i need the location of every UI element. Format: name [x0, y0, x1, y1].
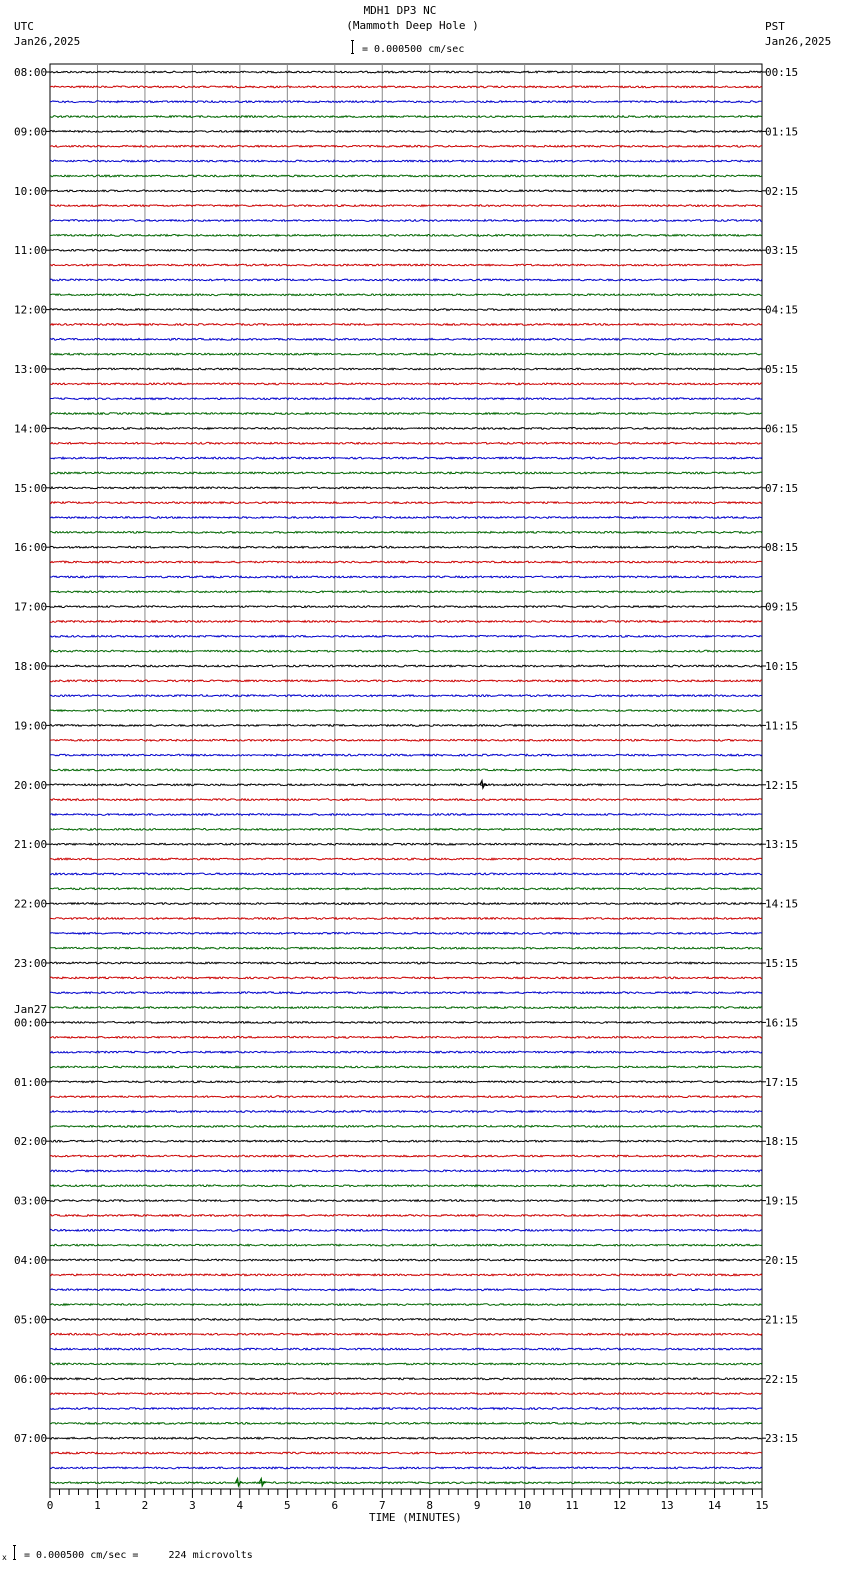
seismic-trace	[50, 873, 762, 875]
seismic-trace	[50, 1066, 762, 1068]
seismic-trace	[50, 1437, 762, 1439]
seismic-trace	[50, 695, 762, 697]
x-tick-label: 12	[612, 1499, 627, 1512]
seismic-trace	[50, 249, 762, 251]
pst-hour-label: 17:15	[765, 1075, 799, 1089]
seismic-trace	[50, 338, 762, 340]
seismic-trace	[50, 1467, 762, 1469]
pst-hour-label: 13:15	[765, 838, 799, 852]
seismic-trace	[50, 71, 762, 73]
seismic-trace	[50, 680, 762, 682]
utc-hour-label: 21:00	[14, 838, 48, 852]
seismic-trace	[50, 383, 762, 385]
seismic-trace	[50, 1200, 762, 1202]
seismic-trace	[50, 1126, 762, 1128]
utc-date: Jan26,2025	[14, 35, 81, 48]
seismic-trace	[50, 621, 762, 623]
seismic-trace	[50, 650, 762, 652]
seismic-trace	[50, 160, 762, 162]
scale-label: = 0.000500 cm/sec	[362, 44, 465, 55]
seismic-trace	[50, 814, 762, 816]
seismic-trace	[50, 309, 762, 311]
seismic-trace	[50, 799, 762, 801]
utc-hour-label: 01:00	[14, 1075, 48, 1089]
utc-hour-label: 19:00	[14, 719, 48, 733]
pst-hour-label: 14:15	[765, 897, 799, 911]
pst-hour-label: 11:15	[765, 719, 799, 733]
footer-scale-label: = 0.000500 cm/sec = 224 microvolts	[24, 1550, 253, 1561]
pst-label: PST	[765, 20, 785, 33]
seismic-trace	[50, 1423, 762, 1425]
x-tick-label: 4	[236, 1499, 244, 1512]
x-tick-label: 7	[378, 1499, 386, 1512]
pst-hour-label: 08:15	[765, 541, 799, 555]
seismic-trace	[50, 472, 762, 474]
seismic-trace	[50, 324, 762, 326]
x-tick-label: 0	[46, 1499, 54, 1512]
pst-hour-label: 01:15	[765, 125, 799, 139]
seismic-trace	[50, 784, 762, 786]
seismic-trace	[50, 992, 762, 994]
utc-hour-label: 17:00	[14, 600, 48, 614]
seismic-trace	[50, 502, 762, 504]
seismic-trace	[50, 947, 762, 949]
seismic-trace	[50, 606, 762, 608]
utc-hour-label: 05:00	[14, 1313, 48, 1327]
seismic-trace	[50, 116, 762, 118]
pst-hour-label: 18:15	[765, 1135, 799, 1149]
seismic-trace	[50, 1036, 762, 1038]
x-axis-label: TIME (MINUTES)	[369, 1511, 462, 1524]
seismic-trace	[50, 1096, 762, 1098]
pst-hour-label: 19:15	[765, 1194, 799, 1208]
x-tick-label: 14	[707, 1499, 722, 1512]
seismic-trace	[50, 739, 762, 741]
seismic-trace	[50, 1274, 762, 1276]
seismic-trace	[50, 101, 762, 103]
seismic-trace	[50, 398, 762, 400]
x-tick-label: 6	[331, 1499, 339, 1512]
seismic-trace	[50, 710, 762, 712]
seismic-trace	[50, 1319, 762, 1321]
pst-hour-label: 21:15	[765, 1313, 799, 1327]
x-tick-label: 11	[565, 1499, 579, 1512]
utc-hour-label: 20:00	[14, 778, 48, 792]
seismic-trace	[50, 1408, 762, 1410]
seismic-trace	[50, 1259, 762, 1261]
utc-hour-label: 22:00	[14, 897, 48, 911]
seismic-trace	[50, 1348, 762, 1350]
seismic-trace	[50, 665, 762, 667]
seismic-trace	[50, 888, 762, 890]
utc-hour-label: 09:00	[14, 125, 48, 139]
seismic-trace	[50, 561, 762, 563]
pst-hour-label: 16:15	[765, 1016, 799, 1030]
seismic-trace	[50, 428, 762, 430]
seismic-trace	[50, 457, 762, 459]
utc-hour-label: 15:00	[14, 481, 48, 495]
pst-hour-label: 02:15	[765, 184, 799, 198]
pst-hour-label: 07:15	[765, 481, 799, 495]
utc-hour-label: 12:00	[14, 303, 48, 317]
station-title: MDH1 DP3 NC	[363, 4, 437, 17]
seismic-trace	[50, 264, 762, 266]
seismic-trace	[50, 279, 762, 281]
seismic-trace	[50, 918, 762, 920]
x-tick-label: 1	[94, 1499, 101, 1512]
pst-hour-label: 03:15	[765, 244, 799, 258]
seismic-trace	[50, 1081, 762, 1083]
station-location: (Mammoth Deep Hole )	[346, 19, 479, 32]
utc-hour-label: 07:00	[14, 1432, 48, 1446]
utc-hour-label: 00:00	[14, 1016, 48, 1030]
seismic-trace	[50, 977, 762, 979]
utc-hour-label: 08:00	[14, 66, 48, 79]
x-tick-label: 10	[518, 1499, 532, 1512]
seismic-trace	[50, 769, 762, 771]
utc-hour-label: 03:00	[14, 1194, 48, 1208]
x-tick-label: 5	[284, 1499, 291, 1512]
seismic-trace	[50, 1393, 762, 1395]
seismic-trace	[50, 1452, 762, 1454]
seismic-trace	[50, 1363, 762, 1365]
seismic-trace	[50, 86, 762, 88]
utc-hour-label: 06:00	[14, 1372, 48, 1386]
utc-hour-label: 11:00	[14, 244, 48, 258]
seismic-trace	[50, 1170, 762, 1172]
seismic-trace	[50, 353, 762, 355]
pst-hour-label: 15:15	[765, 957, 799, 970]
pst-hour-label: 09:15	[765, 600, 799, 614]
seismic-trace	[50, 1482, 762, 1484]
seismic-trace	[50, 1140, 762, 1142]
seismic-trace	[50, 131, 762, 133]
footer-scale-bar-icon	[13, 1545, 16, 1560]
seismic-trace	[50, 145, 762, 147]
seismic-trace	[50, 442, 762, 444]
pst-hour-label: 22:15	[765, 1372, 799, 1386]
x-tick-label: 3	[189, 1499, 196, 1512]
utc-hour-label: 18:00	[14, 660, 48, 673]
pst-hour-label: 05:15	[765, 363, 799, 376]
utc-hour-label: 16:00	[14, 541, 48, 555]
utc-hour-label: 10:00	[14, 184, 48, 198]
utc-hour-label: 13:00	[14, 363, 48, 376]
pst-date: Jan26,2025	[765, 35, 832, 48]
seismic-trace	[50, 1289, 762, 1291]
seismic-trace	[50, 1304, 762, 1306]
seismic-trace	[50, 413, 762, 415]
seismic-trace	[50, 1007, 762, 1009]
seismic-trace	[50, 190, 762, 192]
seismic-trace	[50, 487, 762, 489]
seismic-trace	[50, 220, 762, 222]
seismic-trace	[50, 1378, 762, 1380]
seismic-trace	[50, 932, 762, 934]
seismic-trace	[50, 591, 762, 593]
pst-hour-label: 06:15	[765, 422, 799, 436]
x-tick-label: 13	[660, 1499, 674, 1512]
seismic-trace	[50, 294, 762, 296]
seismic-trace	[50, 1051, 762, 1053]
footer-mark: x	[2, 1553, 7, 1562]
seismic-trace	[50, 205, 762, 207]
pst-hour-label: 20:15	[765, 1254, 799, 1267]
day-change-label: Jan27	[14, 1003, 48, 1016]
seismic-trace	[50, 1185, 762, 1187]
seismic-trace	[50, 962, 762, 964]
seismic-trace	[50, 1022, 762, 1024]
x-tick-label: 15	[755, 1499, 769, 1512]
x-tick-label: 8	[426, 1499, 434, 1512]
utc-hour-label: 04:00	[14, 1254, 48, 1267]
utc-hour-label: 02:00	[14, 1135, 48, 1149]
seismic-trace	[50, 725, 762, 727]
seismic-trace	[50, 754, 762, 756]
seismic-trace	[50, 829, 762, 831]
seismic-trace	[50, 1244, 762, 1246]
utc-hour-label: 23:00	[14, 957, 48, 970]
seismic-trace	[50, 235, 762, 237]
pst-hour-label: 04:15	[765, 303, 799, 317]
x-tick-label: 9	[473, 1499, 481, 1512]
x-tick-label: 2	[141, 1499, 149, 1512]
seismic-trace	[50, 1155, 762, 1157]
seismic-trace	[50, 517, 762, 519]
seismic-trace	[50, 532, 762, 534]
utc-hour-label: 14:00	[14, 422, 48, 436]
seismic-trace	[50, 1229, 762, 1231]
seismic-trace	[50, 858, 762, 860]
seismic-trace	[50, 576, 762, 578]
pst-hour-label: 10:15	[765, 660, 799, 673]
seismic-trace	[50, 175, 762, 177]
pst-hour-label: 23:15	[765, 1432, 799, 1446]
seismic-trace	[50, 1215, 762, 1217]
seismic-trace	[50, 903, 762, 905]
pst-hour-label: 00:15	[765, 66, 799, 79]
seismic-trace	[50, 635, 762, 637]
seismic-trace	[50, 368, 762, 370]
pst-hour-label: 12:15	[765, 778, 799, 792]
utc-label: UTC	[14, 20, 34, 33]
seismic-trace	[50, 1333, 762, 1335]
seismic-trace	[50, 546, 762, 548]
seismic-trace	[50, 1111, 762, 1113]
seismic-trace	[50, 843, 762, 845]
